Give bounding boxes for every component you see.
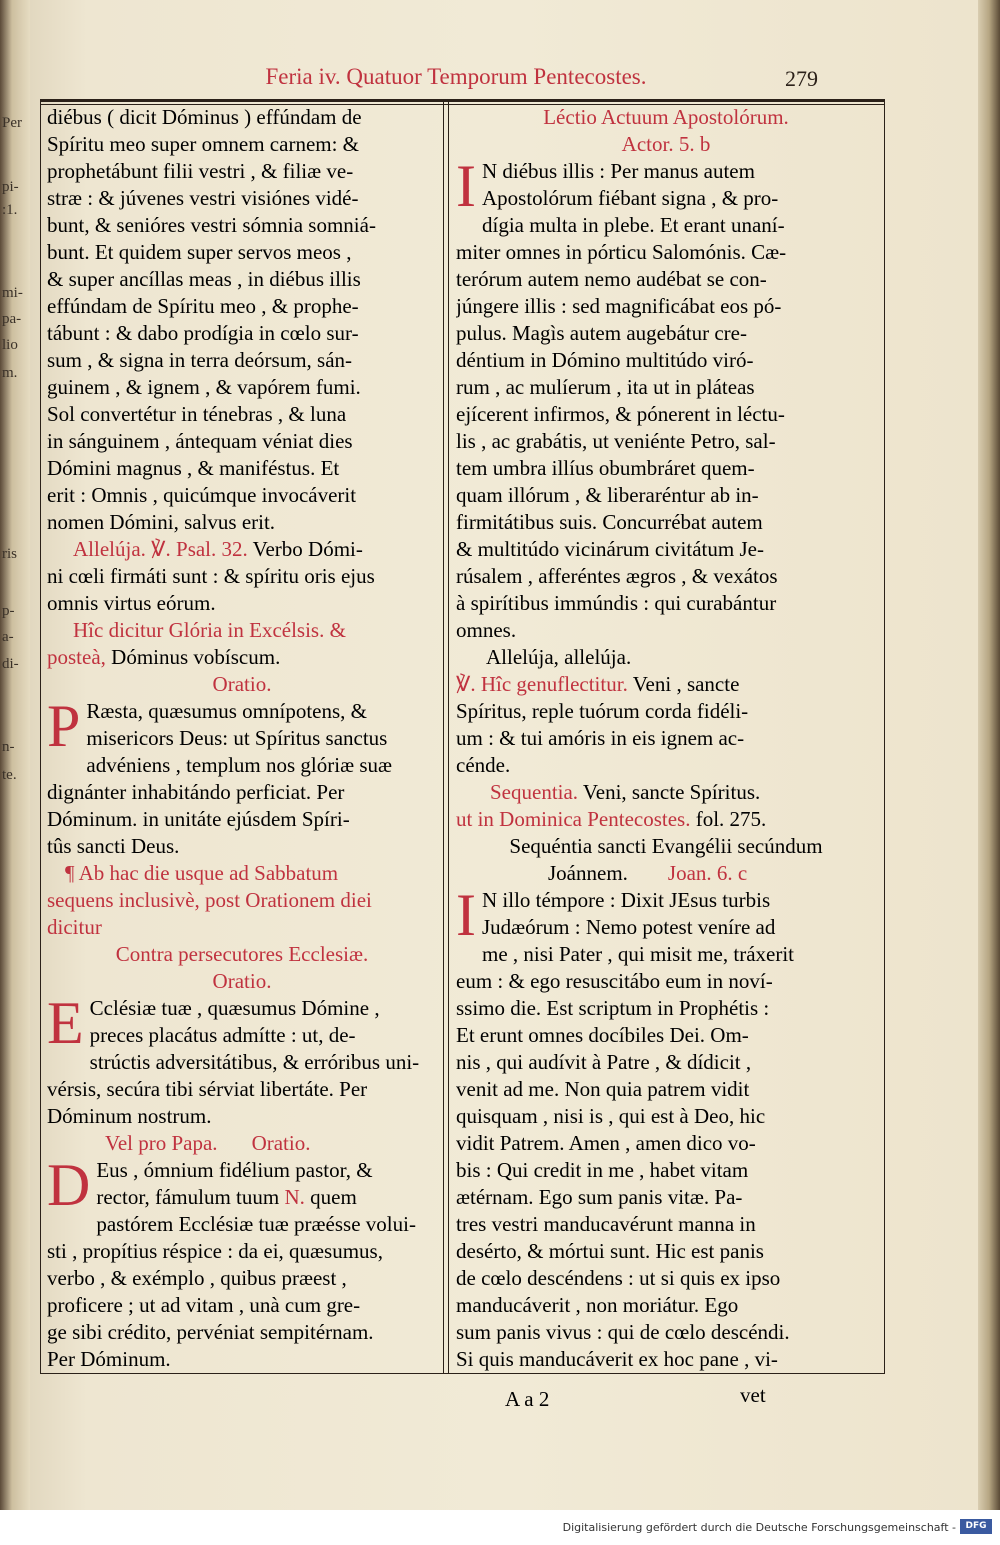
text-line: vérsis, secúra tibi sérviat libertáte. Per	[47, 1077, 368, 1101]
vel-pro-papa-label: Vel pro Papa.	[105, 1131, 218, 1155]
text-line: omnis virtus eórum.	[47, 591, 216, 615]
text-line: cénde.	[456, 753, 511, 777]
text-line: pastórem Ecclésiæ tuæ præésse volui-	[96, 1212, 416, 1236]
text-line: Et erunt omnes docíbiles Dei. Om-	[456, 1023, 749, 1047]
text-line: ge sibi crédito, pervéniat sempitérnam.	[47, 1320, 374, 1344]
text-line: omnes.	[456, 618, 517, 642]
margin-fragment: m.	[2, 365, 18, 381]
text-line: desérto, & mórtui sunt. Hic est panis	[456, 1239, 764, 1263]
text-line: vidit Patrem. Amen , amen dico vo-	[456, 1131, 756, 1155]
alleluia-rubric: Allelúja. ℣. Psal. 32.	[73, 537, 248, 561]
text-line: bis : Qui credit in me , habet vitam	[456, 1158, 749, 1182]
text-line: misericors Deus: ut Spíritus sanctus	[86, 726, 388, 750]
text-line: diébus ( dicit Dóminus ) effúndam de	[47, 105, 362, 129]
alleluia-text: Verbo Dómi-	[247, 537, 363, 561]
text-run: quem	[304, 1185, 357, 1209]
rubric-text: posteà,	[47, 645, 106, 669]
text-line: eum : & ego resuscitábo eum in noví-	[456, 969, 773, 993]
margin-fragment: te.	[2, 767, 17, 783]
oratio-prayer-block	[47, 990, 437, 1130]
text-line: ssimo die. Est scriptum in Prophétis :	[456, 996, 770, 1020]
drop-cap-initial: E	[47, 990, 84, 1056]
text-line: tábunt : & dabo prodígia in cœlo sur-	[47, 321, 359, 345]
text-line: guinem , & ignem , & vapórem fumi.	[47, 375, 361, 399]
text-line: & multitúdo vicinárum civitátum Je-	[456, 537, 764, 561]
text-line: terórum autem nemo audébat se con-	[456, 267, 767, 291]
text-line: advéniens , templum nos glóriæ suæ	[86, 753, 393, 777]
text-line: sum , & signa in terra deórsum, sán-	[47, 348, 353, 372]
column-divider	[448, 101, 449, 1374]
text-line: & super ancíllas meas , in diébus illis	[47, 267, 361, 291]
evangelium-heading: Sequéntia sancti Evangélii secúndum	[509, 834, 823, 858]
text-line: me , nisi Pater , qui misit me, tráxerit	[481, 942, 795, 966]
text-line: N diébus illis : Per manus autem	[481, 159, 755, 183]
text-line: Dómini magnus , & maniféstus. Et	[47, 456, 340, 480]
margin-fragment: p-	[2, 603, 15, 619]
sequentia-label: Sequentia.	[490, 780, 579, 804]
text-line: Sol convertétur in ténebras , & luna	[47, 402, 347, 426]
text-line: sum panis vivus : qui de cœlo descéndi.	[456, 1320, 790, 1344]
sequentia-text: Veni, sancte Spíritus.	[578, 780, 761, 804]
text-line: sti , propítius réspice : da ei, quæsumus,	[47, 1239, 383, 1263]
oratio-prayer-block	[47, 1152, 437, 1373]
name-placeholder: N.	[284, 1185, 305, 1209]
sequentia-line	[456, 779, 876, 806]
text-line: Dóminum. in unitáte ejúsdem Spíri-	[47, 807, 350, 831]
versicle-line	[456, 671, 876, 698]
alleluia-line: Allelúja, allelúja.	[486, 645, 632, 669]
rubric-line: dicitur	[47, 915, 102, 939]
dfg-logo: DFG	[960, 1519, 992, 1534]
text-line: bunt, & senióres vestri sómnia somniá-	[47, 213, 376, 237]
text-line: quam illórum , & liberaréntur ab in-	[456, 483, 759, 507]
margin-fragment: n-	[2, 739, 15, 755]
text-line: Judæórum : Nemo potest veníre ad	[481, 915, 776, 939]
text-line: tûs sancti Deus.	[47, 834, 180, 858]
right-column	[456, 104, 876, 1373]
alleluia-line	[47, 536, 437, 563]
text-run: rector, fámulum tuum	[96, 1185, 285, 1209]
text-line: effúndam de Spíritu meo , & prophe-	[47, 294, 359, 318]
drop-cap-initial: I	[456, 882, 476, 948]
text-line: rúsalem , afferéntes ægros , & vexátos	[456, 564, 778, 588]
funding-credit: Digitalisierung gefördert durch die Deutsche Forschungsgemeinschaft -	[562, 1521, 956, 1534]
bottom-rule	[40, 1373, 885, 1374]
text-line: prophetábunt filii vestri , & filiæ ve-	[47, 159, 354, 183]
text-line	[96, 1184, 437, 1211]
text-line: Spíritu meo super omnem carnem: &	[47, 132, 360, 156]
text-line: manducáverit , non moriátur. Ego	[456, 1293, 739, 1317]
text-line: strúctis adversitátibus, & erróribus uni-	[89, 1050, 420, 1074]
margin-fragment: di-	[2, 656, 19, 672]
text-line: Spíritus, reple tuórum corda fidéli-	[456, 699, 749, 723]
gospel-block	[456, 882, 876, 1373]
rubric-line: ¶ Ab hac die usque ad Sabbatum	[65, 861, 339, 885]
versicle-text: Veni , sancte	[627, 672, 740, 696]
text-line: erit : Omnis , quicúmque invocáverit	[47, 483, 357, 507]
text-line: ni cœli firmáti sunt : & spíritu oris ejus	[47, 564, 375, 588]
text-line: in sánguinem , ántequam véniat dies	[47, 429, 353, 453]
text-line: rum , ac mulíerum , ita ut in pláteas	[456, 375, 755, 399]
oratio-heading: Oratio.	[251, 1131, 311, 1155]
section-heading: Contra persecutores Ecclesiæ.	[115, 942, 369, 966]
text-line: Si quis manducáverit ex hoc pane , vi-	[456, 1347, 778, 1371]
text-line: preces placátus admítte : ut, de-	[89, 1023, 356, 1047]
signature-mark: A a 2	[505, 1387, 550, 1411]
evangelist-name: Joánnem.	[548, 861, 628, 885]
drop-cap-initial: D	[47, 1152, 91, 1218]
margin-fragment: pi-	[2, 179, 19, 195]
rubric-line: sequens inclusivè, post Orationem diei	[47, 888, 372, 912]
rubric-line: Hîc dicitur Glória in Excélsis. &	[73, 618, 346, 642]
folio-reference: fol. 275.	[690, 807, 767, 831]
oratio-prayer-block	[47, 693, 437, 860]
text-line: Per Dóminum.	[47, 1347, 171, 1371]
text-line: venit ad me. Non quia patrem vidit	[456, 1077, 750, 1101]
evangelium-heading-line	[456, 860, 876, 887]
text-line: Dóminum nostrum.	[47, 1104, 212, 1128]
right-page-edge	[978, 0, 1000, 1510]
text-line: júngere illis : sed magnificábat eos pó-	[456, 294, 782, 318]
margin-fragment: pa-	[2, 311, 22, 327]
text-line: firmitátibus suis. Concurrébat autem	[456, 510, 763, 534]
margin-fragment: ris	[2, 546, 17, 562]
text-line: tres vestri manducavérunt manna in	[456, 1212, 756, 1236]
margin-fragment: mi-	[2, 285, 23, 301]
text-line: stræ : & júvenes vestri visiónes vidé-	[47, 186, 359, 210]
text-line: nis , qui audívit à Patre , & dídicit ,	[456, 1050, 752, 1074]
catchword: vet	[740, 1383, 766, 1407]
text-line: dignánter inhabitándo perficiat. Per	[47, 780, 345, 804]
drop-cap-initial: P	[47, 693, 81, 759]
text-line: lis , ac grabátis, ut veniénte Petro, sal-	[456, 429, 776, 453]
top-rule	[40, 99, 885, 102]
left-frame-rule	[40, 101, 41, 1374]
text-line: quisquam , nisi is , qui est à Deo, hic	[456, 1104, 766, 1128]
text-line: tem umbra illíus obumbráret quem-	[456, 456, 755, 480]
text-line: N illo témpore : Dixit JEsus turbis	[481, 888, 771, 912]
text-line: déntium in Dómino multitúdo viró-	[456, 348, 754, 372]
left-column	[47, 104, 437, 1373]
text-line: um : & tui amóris in eis ignem ac-	[456, 726, 745, 750]
right-frame-rule	[884, 101, 885, 1374]
gospel-reference: Joan. 6. c	[667, 861, 748, 885]
reference-line	[456, 806, 876, 833]
lectio-reference: Actor. 5. b	[621, 132, 711, 156]
text-line: Ræsta, quæsumus omnípotens, &	[86, 699, 367, 723]
text-line: miter omnes in pórticu Salomónis. Cæ-	[456, 240, 787, 264]
page-number: 279	[785, 66, 818, 91]
text-line: Cclésiæ tuæ , quæsumus Dómine ,	[89, 996, 380, 1020]
margin-fragment: lio	[2, 337, 18, 353]
lectio-heading: Léctio Actuum Apostolórum.	[543, 105, 789, 129]
text-line: ætérnam. Ego sum panis vitæ. Pa-	[456, 1185, 743, 1209]
text-line: proficere ; ut ad vitam , unà cum gre-	[47, 1293, 361, 1317]
digitization-footer	[0, 1510, 1000, 1545]
left-page-edge	[0, 0, 30, 1510]
margin-fragment: Per	[2, 115, 22, 131]
margin-fragment: :1.	[2, 202, 18, 218]
lectio-block	[456, 153, 876, 644]
text-line: bunt. Et quidem super servos meos ,	[47, 240, 352, 264]
text-line: de cœlo descéndens : ut si quis ex ipso	[456, 1266, 781, 1290]
versicle-rubric: ℣. Hîc genuflectitur.	[456, 672, 628, 696]
oratio-heading-line	[47, 1130, 437, 1157]
margin-fragment: a-	[2, 629, 14, 645]
text-line: Apostolórum fiébant signa , & pro-	[481, 186, 779, 210]
text-line: à spirítibus immúndis : qui curabántur	[456, 591, 777, 615]
rubric-continuation: Dóminus vobíscum.	[105, 645, 281, 669]
oratio-heading: Oratio.	[212, 672, 272, 696]
text-line: dígia multa in plebe. Et erant unaní-	[481, 213, 785, 237]
text-line: nomen Dómini, salvus erit.	[47, 510, 276, 534]
column-divider	[443, 101, 444, 1374]
rubric-line	[47, 644, 437, 671]
text-line: pulus. Magìs autem augebátur cre-	[456, 321, 747, 345]
oratio-heading: Oratio.	[212, 969, 272, 993]
reference-rubric: ut in Dominica Pentecostes.	[456, 807, 691, 831]
running-head: Feria iv. Quatuor Temporum Pentecostes.	[265, 64, 647, 89]
text-line: Eus , ómnium fidélium pastor, &	[96, 1158, 373, 1182]
drop-cap-initial: I	[456, 153, 476, 219]
text-line: ejícerent infirmos, & pónerent in léctu-	[456, 402, 785, 426]
text-line: verbo , & exémplo , quibus præest ,	[47, 1266, 347, 1290]
